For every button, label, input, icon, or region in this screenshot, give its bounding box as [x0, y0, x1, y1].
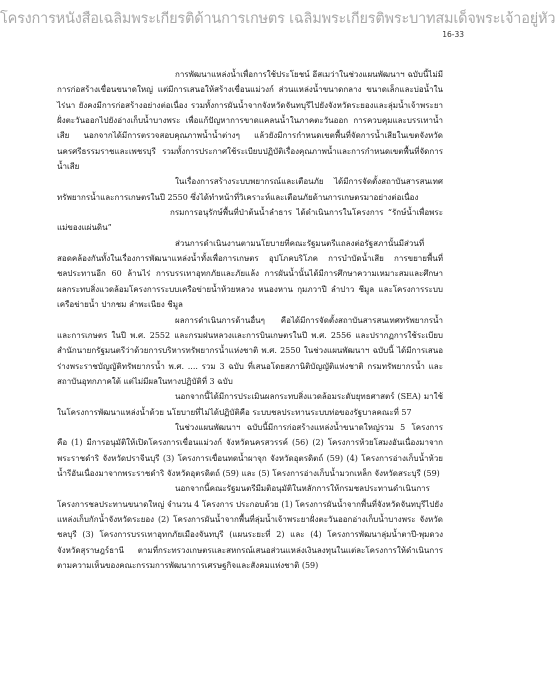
paragraph-water-development: การพัฒนาแหล่งน้ำเพื่อการใช้ประโยชน์ อีสเมว่าในช่วงแผนพัฒนาฯ ฉบับนี้ไม่มีการก่อสร้างเขื่อนขนาดใหญ่ แต่มีการเสนอให้สร้างเขื่อนแม่วงก์ ส่วนแหล่งน้ำขนาดกลาง ขนาดเล็กและบ่อน้ำในไร่นา ยังคงมีการก่อสร้างอย่างต่อเนื่อง รวมทั้งการผันน้ำจากจังหวัดจันทบุรีไปยังจังหวัดระยองและลุ่มน้ำเจ้าพระยาฝั่งตะวันออกไปยังอ่างเก็บน้ำบางพระ เพื่อแก้ปัญหาการขาดแคลนน้ำในภาคตะวันออก การควบคุมและบรรเทาน้ำเสีย นอกจากได้มีการตรวจสอบคุณภาพน้ำน้ำต่างๆ แล้วยังมีการกำหนดเขตพื้นที่จัดการน้ำเสียในเขตจังหวัดนครศรีธรรมราชและเพชรบุรี รวมทั้งการประกาศใช้ระเบียบปฏิบัติเรื่องคุณภาพน้ำและการกำหนดเขตพื้นที่จัดการน้ำเสีย — [57, 70, 443, 172]
document-body — [57, 67, 443, 573]
paragraph-cabinet-approval: นอกจากนี้คณะรัฐมนตรีมีมติอนุมัติในหลักการให้กรมชลประทานดำเนินการโครงการชลประทานขนาดใหญ่ จำนวน 4 โครงการ ประกอบด้วย (1) โครงการผันน้ำจากพื้นที่จังหวัดจันทบุรีไปยังแหล่งเก็บกักน้ำจังหวัดระยอง (2) โครงการผันน้ำจากพื้นที่ลุ่มน้ำเจ้าพระยาฝั่งตะวันออกอ่างเก็บน้ำบางพระ จังหวัดชลบุรี (3) โครงการบรรเทาอุทกภัยเมืองจันทบุรี (แผนระยะที่ 2) และ (4) โครงการพัฒนาลุ่มน้ำตาปี-พุมดวง จังหวัดสุราษฎร์ธานี ตามที่กระทรวงเกษตรและสหกรณ์เสนอส่วนแหล่งเงินลงทุนในแต่ละโครงการให้ดำเนินการตามความเห็นของคณะกรรมการพัฒนาการเศรษฐกิจและสังคมแห่งชาติ (59) — [57, 484, 443, 570]
page-header: โครงการหนังสือเฉลิมพระเกียรติด้านการเกษตร เฉลิมพระเกียรติพระบาทสมเด็จพระเจ้าอยู่หัว — [0, 11, 555, 27]
paragraph-other-results: ผลการดำเนินการด้านอื่นๆ คือได้มีการจัดตั้งสถาบันสารสนเทศทรัพยากรน้ำและการเกษตร ในปี พ.ศ. 2552 และกรมฝนหลวงและการบินเกษตรในปี พ.ศ. 2556 และปรากฏการใช้ระเบียบสำนักนายกรัฐมนตรีว่าด้วยการบริหารทรัพยากรน้ำแห่งชาติ พ.ศ. 2550 ในช่วงแผนพัฒนาฯ ฉบับนี้ ได้มีการเสนอร่างพระราชบัญญัติทรัพยากรน้ำ พ.ศ. .... รวม 3 ฉบับ ที่เสนอโดยสภานิติบัญญัติแห่งชาติ กรมทรัพยากรน้ำ และสถาบันอุทกภาคใต้ แต่ไม่มีผลในทางปฏิบัติที่ 3 ฉบับ — [57, 315, 443, 386]
page-number: 16-33 — [442, 30, 464, 39]
paragraph-watershed-conservation: กรมการอนุรักษ์พื้นที่ป่าต้นน้ำลำธาร ได้ดำเนินการในโครงการ “รักษ์น้ำเพื่อพระแม่ของแผ่นดิน” — [57, 208, 443, 233]
paragraph-sea-assessment: นอกจากนี้ได้มีการประเมินผลกระทบสิ่งแวดล้อมระดับยุทธศาสตร์ (SEA) มาใช้ในโครงการพัฒนาแหล่งน้ำด้วย นโยบายที่ไม่ได้ปฏิบัติคือ ระบบชลประทานระบบท่อของรัฐบาลคณะที่ 57 — [57, 392, 443, 417]
paragraph-forecast-warning: ในเรื่องการสร้างระบบพยากรณ์และเตือนภัย ได้มีการจัดตั้งสถาบันสารสนเทศทรัพยากรน้ำและการเกษตรในปี 2550 ซึ่งได้ทำหน้าที่วิเคราะห์และเตือนภัยด้านการเกษตรมาอย่างต่อเนื่อง — [57, 177, 443, 202]
paragraph-cabinet-policy: ส่วนการดำเนินงานตามนโยบายที่คณะรัฐมนตรีแถลงต่อรัฐสภานั้นมีส่วนที่สอดคล้องกันทั้งในเรื่องการพัฒนาแหล่งน้ำทั้งเพื่อการเกษตร อุปโภคบริโภค การบำบัดน้ำเสีย การขยายพื้นที่ชลประทานอีก 60 ล้านไร่ การบรรเทาอุทกภัยและภัยแล้ง การผันน้ำนั้นได้มีการศึกษาความเหมาะสมและศึกษาผลกระทบสิ่งแวดล้อมโครงการระบบเครือข่ายน้ำห้วยหลวง หนองหาน กุมภวาปี ลำปาว ชีมูล และโครงการระบบเครือข่ายน้ำ ปากชม ลำพะเนียง ชีมูล — [57, 238, 443, 310]
paragraph-large-projects: ในช่วงแผนพัฒนาฯ ฉบับนี้มีการก่อสร้างแหล่งน้ำขนาดใหญ่รวม 5 โครงการ คือ (1) มีการอนุมัติให้เปิดโครงการเขื่อนแม่วงก์ จังหวัดนครสวรรค์ (56) (2) โครงการห้วยโสมงอันเนื่องมาจากพระราชดำริ จังหวัดปราจีนบุรี (3) โครงการเขื่อนทดน้ำผาจุก จังหวัดอุตรดิตถ์ (59) (4) โครงการอ่างเก็บน้ำห้วยน้ำรีอันเนื่องมาจากพระราชดำริ จังหวัดอุตรดิตถ์ (59) และ (5) โครงการอ่างเก็บน้ำมวกเหล็ก จังหวัดสระบุรี (59) — [57, 422, 443, 478]
